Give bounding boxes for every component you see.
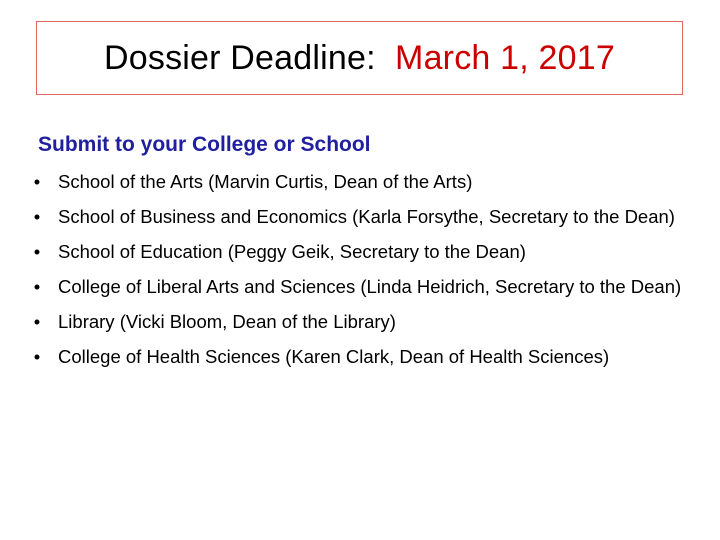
- list-item: [30, 275, 700, 299]
- list-item-text: School of Education (Peggy Geik, Secretary to the Dean): [58, 241, 526, 262]
- list-item-text: College of Liberal Arts and Sciences (Linda Heidrich, Secretary to the Dean): [58, 276, 682, 297]
- list-item: [30, 205, 700, 229]
- list-item-text: School of Business and Economics (Karla Forsythe, Secretary to the Dean): [58, 206, 675, 227]
- bullet-icon: •: [33, 311, 41, 332]
- bullet-icon: •: [33, 171, 41, 192]
- list-item-text: Library (Vicki Bloom, Dean of the Library): [58, 311, 396, 332]
- bullet-icon: •: [33, 241, 41, 262]
- title-label: Dossier Deadline:: [104, 38, 376, 77]
- bullet-icon: •: [33, 276, 41, 297]
- title-box: [36, 21, 683, 95]
- page-title: [104, 39, 615, 78]
- list-item: [30, 240, 700, 264]
- list-item: [30, 345, 700, 369]
- list-item: [30, 170, 700, 194]
- subheading: Submit to your College or School: [38, 133, 371, 156]
- list-item-text: School of the Arts (Marvin Curtis, Dean of the Arts): [58, 171, 473, 192]
- bullet-icon: •: [33, 206, 41, 227]
- bullet-icon: •: [33, 346, 41, 367]
- submission-list: [30, 170, 700, 380]
- list-item: [30, 310, 700, 334]
- list-item-text: College of Health Sciences (Karen Clark, Dean of Health Sciences): [58, 346, 610, 367]
- title-date: March 1, 2017: [395, 38, 615, 77]
